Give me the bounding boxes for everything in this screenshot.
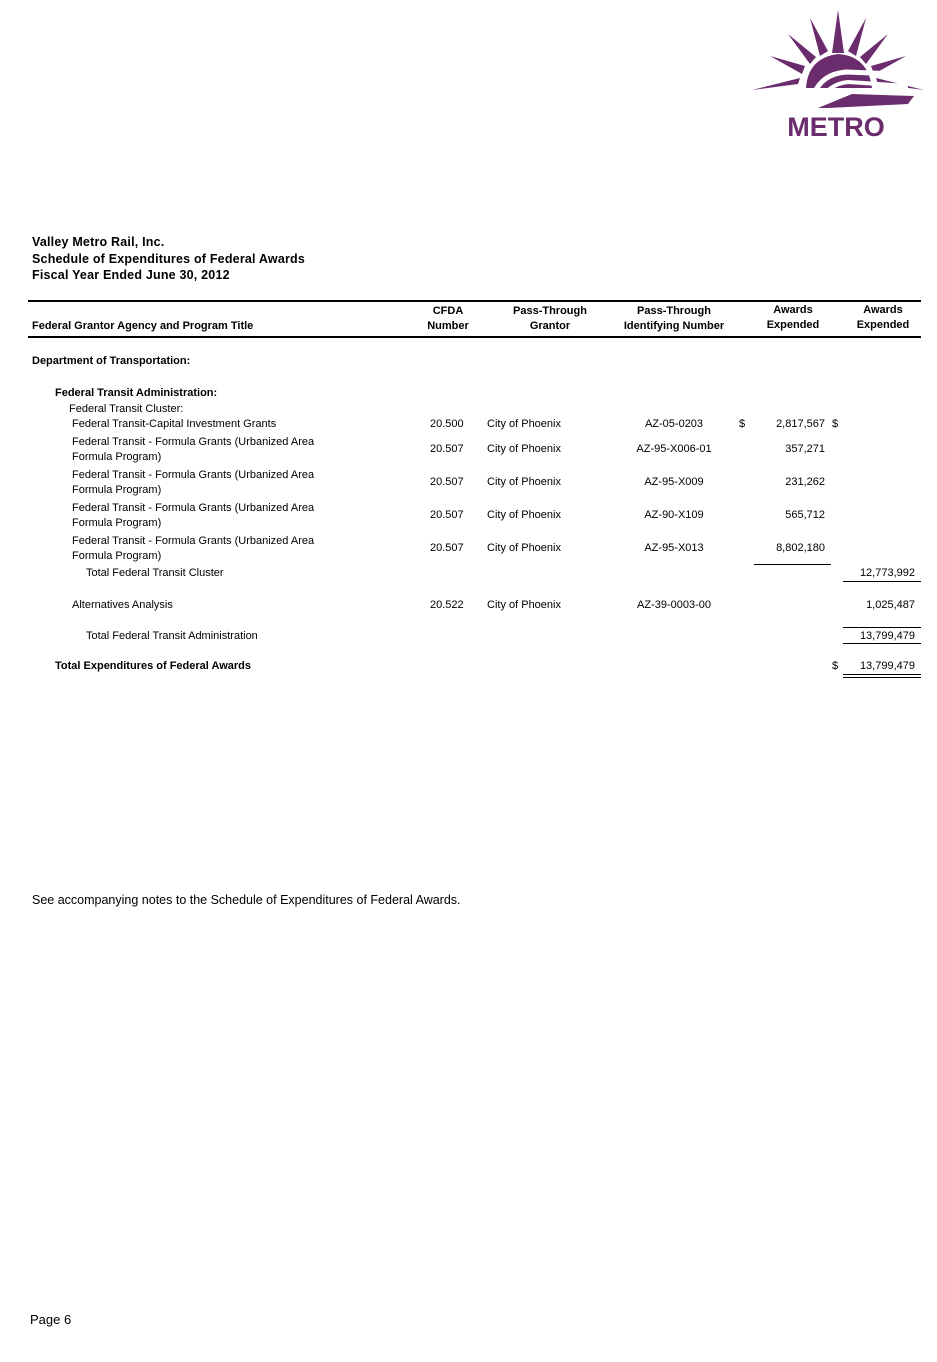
- row-program-cont: Formula Program): [72, 550, 162, 562]
- row-grantor: City of Phoenix: [487, 542, 561, 554]
- row-grantor: City of Phoenix: [487, 418, 561, 430]
- col-exp2-line2: Expended: [856, 319, 910, 331]
- col-exp1-line1: Awards: [773, 304, 813, 316]
- col-ident-line1: Pass-Through: [637, 305, 711, 317]
- page-number: Page 6: [30, 1312, 72, 1327]
- cluster-total-amount: 12,773,992: [859, 567, 915, 579]
- currency-symbol: $: [832, 418, 839, 430]
- col-exp1-line2: Expended: [766, 319, 820, 331]
- grand-total-double-rule-2: [843, 677, 921, 678]
- col-cfda-line2: Number: [427, 320, 469, 332]
- department-heading: Department of Transportation:: [32, 355, 191, 367]
- col-program-title: Federal Grantor Agency and Program Title: [32, 320, 254, 332]
- currency-symbol: $: [739, 418, 746, 430]
- col-identifying: [610, 304, 738, 334]
- col-cfda: [413, 304, 483, 334]
- logo-text: METRO: [787, 112, 885, 142]
- fta-total-amount: 13,799,479: [859, 630, 915, 642]
- fta-total-rule: [843, 643, 921, 644]
- table-top-rule: [28, 300, 921, 302]
- col-grantor-line1: Pass-Through: [513, 305, 587, 317]
- table-header-rule: [28, 336, 921, 338]
- row-grantor: City of Phoenix: [487, 476, 561, 488]
- footnote: See accompanying notes to the Schedule of Expenditures of Federal Awards.: [32, 893, 461, 907]
- row-cfda: 20.507: [430, 542, 464, 554]
- row-grantor: City of Phoenix: [487, 443, 561, 455]
- row-program: Federal Transit - Formula Grants (Urbanized Area: [72, 469, 315, 481]
- row-identifier: AZ-95-X013: [644, 542, 704, 554]
- agency-heading: Federal Transit Administration:: [55, 387, 218, 399]
- row-amount: 565,712: [785, 509, 825, 521]
- metro-logo: [748, 8, 928, 143]
- row-amount: 357,271: [785, 443, 825, 455]
- col-cfda-line1: CFDA: [432, 305, 464, 317]
- row-cfda: 20.507: [430, 476, 464, 488]
- row-program: Federal Transit - Formula Grants (Urbanized Area: [72, 502, 315, 514]
- row-amount: 1,025,487: [866, 599, 915, 611]
- col-grantor-line2: Grantor: [529, 320, 571, 332]
- col-grantor: [495, 304, 605, 334]
- row-identifier: AZ-95-X006-01: [636, 443, 712, 455]
- col-ident-line2: Identifying Number: [623, 320, 725, 332]
- grand-total-double-rule-1: [843, 674, 921, 675]
- row-cfda: 20.500: [430, 418, 464, 430]
- row-program: Alternatives Analysis: [72, 599, 173, 611]
- cluster-total-label: Total Federal Transit Cluster: [86, 567, 224, 579]
- col-exp2-line1: Awards: [863, 304, 903, 316]
- metro-sun-rail-logo-icon: [748, 8, 928, 143]
- row-cfda: 20.507: [430, 443, 464, 455]
- row-cfda: 20.507: [430, 509, 464, 521]
- row-identifier: AZ-90-X109: [644, 509, 704, 521]
- cluster-heading: Federal Transit Cluster:: [69, 403, 184, 415]
- grand-total-amount: 13,799,479: [859, 660, 915, 672]
- col-expended-1: [753, 303, 833, 333]
- row-amount: 8,802,180: [776, 542, 825, 554]
- schedule-title: Schedule of Expenditures of Federal Awards: [32, 252, 306, 266]
- currency-symbol: $: [832, 660, 839, 672]
- row-program-cont: Formula Program): [72, 451, 162, 463]
- col-expended-2: [843, 303, 923, 333]
- subtotal-rule: [754, 564, 831, 565]
- row-amount: 2,817,567: [776, 418, 825, 430]
- cluster-total-rule: [843, 581, 921, 582]
- row-program-cont: Formula Program): [72, 484, 162, 496]
- row-identifier: AZ-05-0203: [644, 418, 704, 430]
- row-program: Federal Transit - Formula Grants (Urbanized Area: [72, 436, 315, 448]
- grand-total-label: Total Expenditures of Federal Awards: [55, 660, 252, 672]
- fta-total-label: Total Federal Transit Administration: [86, 630, 258, 642]
- row-grantor: City of Phoenix: [487, 509, 561, 521]
- row-amount: 231,262: [785, 476, 825, 488]
- row-cfda: 20.522: [430, 599, 464, 611]
- row-identifier: AZ-39-0003-00: [637, 599, 711, 611]
- fiscal-period: Fiscal Year Ended June 30, 2012: [32, 268, 230, 282]
- row-grantor: City of Phoenix: [487, 599, 561, 611]
- row-program: Federal Transit-Capital Investment Grants: [72, 418, 277, 430]
- row-identifier: AZ-95-X009: [644, 476, 704, 488]
- fta-top-rule: [843, 627, 921, 628]
- org-name: Valley Metro Rail, Inc.: [32, 235, 165, 249]
- row-program-cont: Formula Program): [72, 517, 162, 529]
- row-program: Federal Transit - Formula Grants (Urbanized Area: [72, 535, 315, 547]
